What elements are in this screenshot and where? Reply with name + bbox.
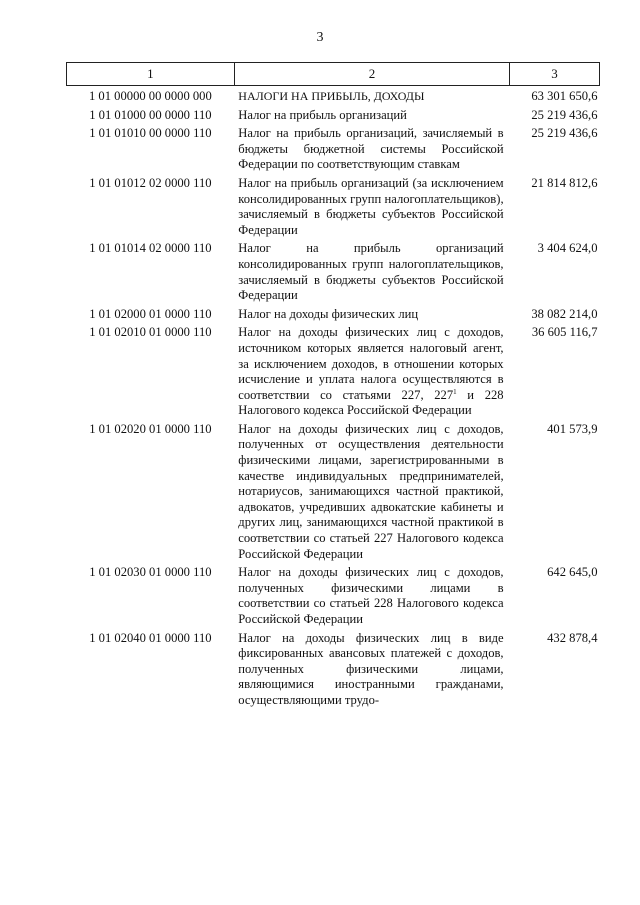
row-name: Налог на доходы физических лиц в виде фиксированных авансовых платежей с доходов, полученных физическими лицами, являющимися иностранными гражданами, осуществляющими трудо- xyxy=(238,630,504,707)
row-amount: 25 219 436,6 xyxy=(531,107,598,122)
row-name-text-continued: и 228 Налогового кодекса Российской Федерации xyxy=(238,387,504,418)
table-row xyxy=(67,565,600,630)
row-amount: 432 878,4 xyxy=(547,630,598,645)
row-code: 1 01 02000 01 0000 110 xyxy=(89,306,212,321)
row-code: 1 01 02040 01 0000 110 xyxy=(89,630,212,645)
row-code: 1 01 01010 00 0000 110 xyxy=(89,126,212,141)
row-amount: 642 645,0 xyxy=(547,565,598,580)
row-name: Налог на прибыль организаций, зачисляемый в бюджеты бюджетной системы Российской Федерации по соответствующим ставкам xyxy=(238,126,504,172)
row-name xyxy=(234,325,509,422)
row-name: Налог на доходы физических лиц xyxy=(238,306,419,321)
row-name: Налог на доходы физических лиц с доходов, полученных от осуществления деятельности физическими лицами, зарегистрированными в качестве индивидуальных предпринимателей, нотариусов, занимающихся частной практикой, адвокатов, учредивших адвокатские кабинеты и других лиц, занимающихся частной практикой в соответствии со статьей 227 Налогового кодекса Российской Федерации xyxy=(238,421,504,561)
column-header-amount: 3 xyxy=(510,63,600,86)
table-row xyxy=(67,108,600,127)
table-row xyxy=(67,241,600,306)
table-row xyxy=(67,422,600,565)
row-code: 1 01 02030 01 0000 110 xyxy=(89,565,212,580)
row-code: 1 01 01014 02 0000 110 xyxy=(89,241,212,256)
row-amount: 3 404 624,0 xyxy=(537,241,598,256)
table-row xyxy=(67,325,600,422)
row-amount: 401 573,9 xyxy=(547,421,598,436)
row-name: Налог на доходы физических лиц с доходов, полученных физическими лицами в соответствии со статьей 228 Налогового кодекса Российской Федерации xyxy=(238,565,504,626)
row-name-text: Налог на доходы физических лиц с доходов, источником которых является налоговый агент, за исключением доходов, в отношении которых исчисление и уплата налога осуществляются в соответствии со статьями 227, 227 xyxy=(238,325,504,402)
row-amount: 63 301 650,6 xyxy=(531,89,598,103)
row-amount: 38 082 214,0 xyxy=(531,306,598,321)
row-name: НАЛОГИ НА ПРИБЫЛЬ, ДОХОДЫ xyxy=(238,89,425,103)
row-name: Налог на прибыль организаций консолидированных групп налогоплательщиков, зачисляемый в бюджеты субъектов Российской Федерации xyxy=(238,241,504,303)
row-amount: 21 814 812,6 xyxy=(531,175,598,190)
row-amount: 25 219 436,6 xyxy=(531,126,598,141)
row-code: 1 01 02010 01 0000 110 xyxy=(89,325,212,340)
table-header-row xyxy=(67,63,600,86)
column-header-name: 2 xyxy=(234,63,509,86)
row-amount: 36 605 116,7 xyxy=(531,325,598,340)
table-row xyxy=(67,86,600,108)
table-row xyxy=(67,176,600,241)
row-code: 1 01 01012 02 0000 110 xyxy=(89,175,212,190)
table-row xyxy=(67,631,600,712)
row-name: Налог на прибыль организаций xyxy=(238,107,407,122)
row-name: Налог на прибыль организаций (за исключением консолидированных групп налогоплательщиков), зачисляемый в бюджеты субъектов Российской Федерации xyxy=(238,175,504,237)
row-code: 1 01 02020 01 0000 110 xyxy=(89,421,212,436)
row-code: 1 01 01000 00 0000 110 xyxy=(89,107,212,122)
table-row xyxy=(67,307,600,326)
table-row xyxy=(67,126,600,176)
page-number: 3 xyxy=(316,30,324,45)
superscript-marker: 1 xyxy=(453,387,457,396)
column-header-code: 1 xyxy=(67,63,235,86)
budget-revenue-table xyxy=(66,62,600,712)
row-code: 1 01 00000 00 0000 000 xyxy=(88,89,212,103)
